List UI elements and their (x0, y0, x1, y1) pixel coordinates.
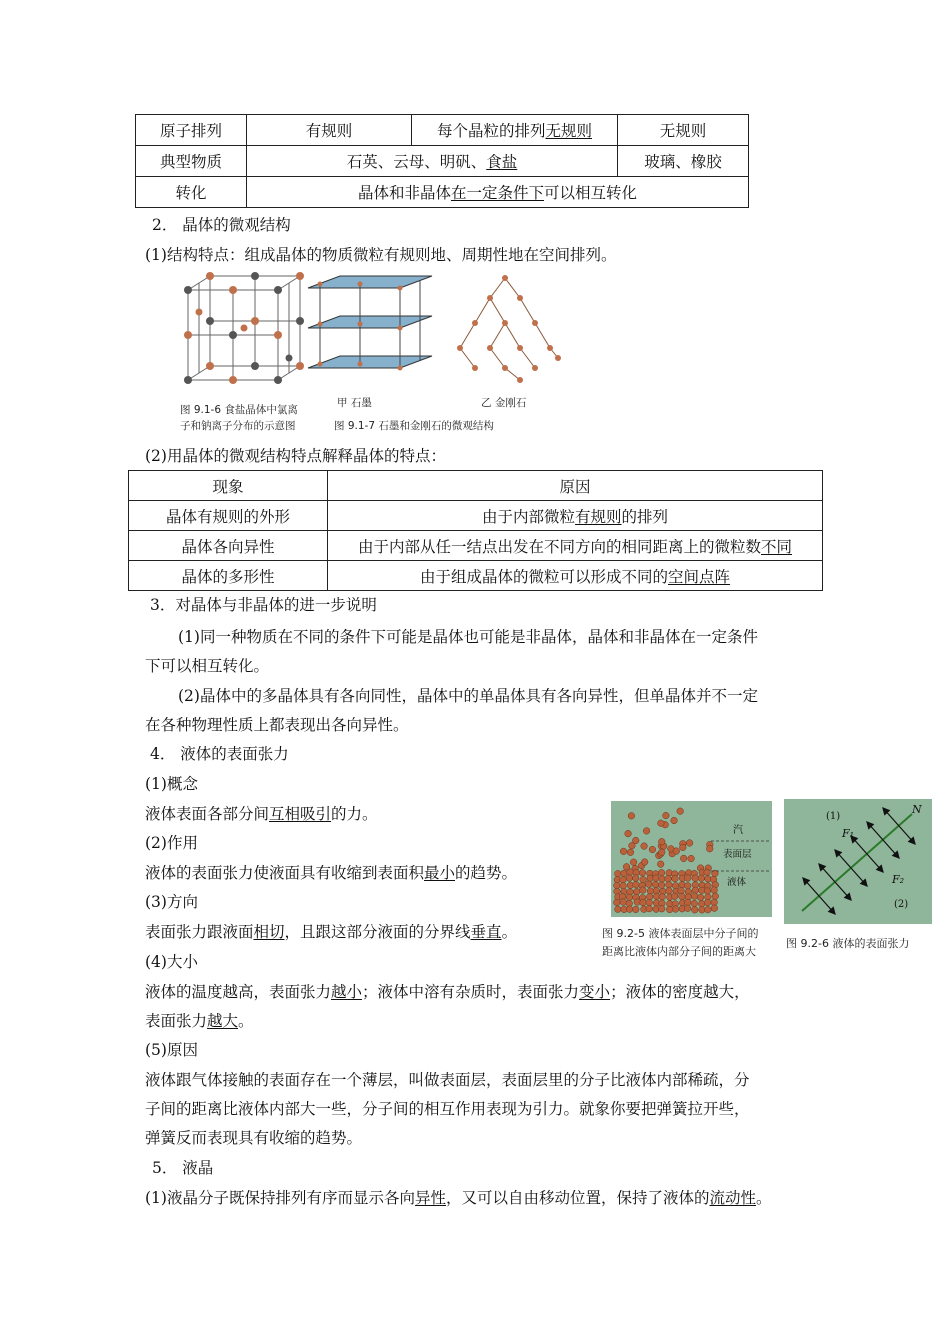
molecule (626, 875, 633, 882)
nacl-ions (184, 272, 304, 384)
table-cell: 典型物质 (136, 146, 247, 177)
table-cell (247, 177, 749, 208)
molecule (688, 855, 695, 862)
underlined-term: 相切 (253, 923, 285, 941)
molecule (640, 887, 647, 894)
paragraph: 在各种物理性质上都表现出各向异性。 (145, 716, 409, 734)
label-region-1: (1) (826, 811, 841, 822)
table-cell: 晶体各向异性 (129, 531, 328, 561)
molecule (641, 843, 648, 850)
molecule (653, 875, 660, 882)
paragraph (145, 861, 517, 883)
figure-caption: 图 9.1-6 食盐晶体中氯离 (180, 404, 298, 416)
molecule (666, 906, 673, 913)
paragraph: 下可以相互转化。 (145, 657, 270, 675)
molecule (626, 894, 633, 901)
table-row (136, 177, 749, 208)
figure-caption: 图 9.2-5 液体表面层中分子间的 (602, 927, 759, 940)
molecule (685, 875, 692, 882)
molecule (673, 848, 680, 855)
table-cell: 晶体的多形性 (129, 561, 328, 591)
cell-text: 晶体和非晶体 (357, 184, 451, 202)
text: 。 (756, 1189, 772, 1207)
molecule (615, 906, 622, 913)
cell-text: 可以相互转化 (544, 184, 638, 202)
paragraph: (2)用晶体的微观结构特点解释晶体的特点： (145, 447, 446, 465)
molecule (684, 899, 691, 906)
molecule (706, 845, 713, 852)
molecule (645, 881, 652, 888)
molecule (657, 861, 664, 868)
molecule (620, 876, 627, 883)
label-liquid: 液体 (727, 877, 747, 888)
figure-label: 甲 石墨 (337, 397, 372, 409)
molecule (665, 875, 672, 882)
table-crystal-explanation (128, 470, 823, 591)
molecule (666, 881, 673, 888)
molecule (649, 846, 656, 853)
molecule (658, 882, 665, 889)
molecule (704, 888, 711, 895)
molecule (684, 905, 691, 912)
cell-underlined: 在一定条件下 (450, 184, 544, 202)
molecule (626, 906, 633, 913)
molecule (633, 881, 640, 888)
table-row (129, 561, 823, 591)
paragraph: (1)同一种物质在不同的条件下可能是晶体也可能是非晶体，晶体和非晶体在一定条件 (178, 628, 758, 646)
molecule (621, 870, 628, 877)
underlined-term: 变小 (579, 983, 611, 1001)
paragraph: 液体跟气体接触的表面存在一个薄层，叫做表面层，表面层里的分子比液体内部稀疏，分 (145, 1071, 750, 1089)
molecule (663, 812, 670, 819)
molecule (704, 899, 711, 906)
text: 。 (501, 923, 518, 941)
molecule (691, 907, 698, 914)
underlined-term: 越小 (331, 983, 363, 1001)
subheading: (5)原因 (145, 1041, 198, 1059)
molecule (646, 905, 653, 912)
molecule (671, 817, 678, 824)
molecule (680, 844, 687, 851)
molecule (646, 899, 653, 906)
molecule (640, 876, 647, 883)
molecule (704, 869, 711, 876)
figure-caption: 图 9.2-6 液体的表面张力 (786, 937, 910, 950)
molecule (692, 875, 699, 882)
figure-caption: 距离比液体内部分子间的距离大 (602, 945, 756, 958)
molecule (620, 899, 627, 906)
figure-caption: 子和钠离子分布的示意图 (180, 420, 296, 432)
table-cell: 有规则 (247, 115, 412, 146)
paragraph (145, 920, 517, 942)
molecule (678, 887, 685, 894)
text: ；液体中溶有杂质时，表面张力 (362, 983, 580, 1001)
molecule (632, 875, 639, 882)
underlined-term: 越大 (207, 1012, 239, 1030)
molecule (677, 808, 684, 815)
cell-text: 每个晶粒的排列 (436, 122, 546, 140)
molecule (691, 900, 698, 907)
molecule (659, 849, 666, 856)
cell-text: 由于内部微粒 (481, 507, 575, 526)
molecule (634, 899, 641, 906)
molecule (698, 875, 705, 882)
molecule (658, 905, 665, 912)
text: ，又可以自由移动位置，保持了液体的 (445, 1189, 710, 1207)
molecule (627, 849, 634, 856)
molecule (659, 894, 666, 901)
table-row (129, 531, 823, 561)
table-cell: 无规则 (618, 115, 749, 146)
paragraph (145, 1009, 254, 1031)
molecule (686, 840, 693, 847)
molecule (658, 820, 665, 827)
table-row (129, 501, 823, 531)
paragraph (145, 802, 378, 824)
text: 的趋势。 (455, 864, 518, 882)
molecule (639, 869, 646, 876)
diamond-lattice (460, 278, 558, 380)
molecule (711, 905, 718, 912)
molecule (614, 899, 621, 906)
molecule (615, 870, 622, 877)
molecule (680, 855, 687, 862)
table-cell: 晶体有规则的外形 (129, 501, 328, 531)
molecule (640, 899, 647, 906)
label-region-2: (2) (894, 899, 909, 910)
molecule (691, 893, 698, 900)
text: 表面张力跟液面 (145, 923, 254, 941)
label-gas: 汽 (733, 825, 743, 836)
paragraph (145, 1186, 772, 1208)
table-cell (247, 146, 618, 177)
figure-label: 乙 金刚石 (481, 397, 527, 409)
label-f1: F₁ (842, 827, 855, 840)
section-heading-3: 3．对晶体与非晶体的进一步说明 (150, 596, 377, 614)
molecule (672, 875, 679, 882)
molecule (712, 893, 719, 900)
text: 液体的表面张力使液面具有收缩到表面积 (145, 864, 425, 882)
graphite-layers (308, 276, 432, 371)
table-cell (328, 561, 823, 591)
molecule (698, 901, 705, 908)
text: ，且跟这部分液面的分界线 (284, 923, 471, 941)
cell-text: 由于内部从任一结点出发在不同方向的相同距离上的微粒数 (357, 537, 761, 556)
molecule (705, 906, 712, 913)
underlined-term: 异性 (414, 1189, 446, 1207)
cell-underlined: 空间点阵 (668, 567, 731, 586)
molecule (629, 842, 636, 849)
molecule (711, 899, 718, 906)
molecule (641, 859, 648, 866)
cell-underlined: 无规则 (545, 122, 593, 140)
label-f2: F₂ (892, 873, 905, 886)
molecule (632, 906, 639, 913)
subheading: (1)概念 (145, 775, 198, 793)
figure-caption: 图 9.1-7 石墨和金刚石的微观结构 (334, 420, 494, 432)
section-heading-5: 5． 液晶 (152, 1159, 214, 1177)
table-cell: 玻璃、橡胶 (618, 146, 749, 177)
table-cell (328, 501, 823, 531)
table-crystal-properties (135, 114, 749, 208)
paragraph: 弹簧反而表现具有收缩的趋势。 (145, 1129, 363, 1147)
underlined-term: 互相吸引 (269, 805, 332, 823)
molecule (711, 887, 718, 894)
molecule (666, 888, 673, 895)
molecule (652, 881, 659, 888)
subheading: (4)大小 (145, 953, 198, 971)
cell-underlined: 食盐 (486, 153, 518, 171)
surface-tension-figure (784, 799, 932, 924)
underlined-term: 垂直 (470, 923, 502, 941)
label-n: N (912, 803, 922, 816)
table-header: 现象 (129, 471, 328, 501)
text: 。 (238, 1012, 254, 1030)
molecule (620, 848, 627, 855)
molecule (633, 888, 640, 895)
table-row (129, 471, 823, 501)
text: 的力。 (331, 805, 378, 823)
molecule (628, 813, 635, 820)
molecule (643, 828, 650, 835)
molecule (697, 894, 704, 901)
molecule (699, 907, 706, 914)
table-cell (328, 531, 823, 561)
molecule (659, 876, 666, 883)
surface-layer-figure (611, 801, 772, 917)
molecule (679, 893, 686, 900)
cell-text: 石英、云母、明矾、 (346, 153, 487, 171)
underlined-term: 流动性 (709, 1189, 757, 1207)
text: ；液体的密度越大， (610, 983, 750, 1001)
molecule (625, 830, 632, 837)
table-header: 原因 (328, 471, 823, 501)
section-heading-2: 2． 晶体的微观结构 (152, 216, 291, 234)
molecule (630, 859, 637, 866)
text: (1)液晶分子既保持排列有序而显示各向 (145, 1189, 415, 1207)
cell-text: 的排列 (621, 507, 669, 526)
molecule (627, 869, 634, 876)
cell-underlined: 不同 (761, 537, 793, 556)
cell-underlined: 有规则 (574, 507, 622, 526)
table-row (136, 115, 749, 146)
text: 液体表面各部分间 (145, 805, 270, 823)
molecule (684, 882, 691, 889)
label-surface-layer: 表面层 (723, 849, 752, 860)
text: 表面张力 (145, 1012, 208, 1030)
cell-text: 由于组成晶体的微粒可以形成不同的 (419, 567, 668, 586)
molecule (658, 869, 665, 876)
table-cell: 转化 (136, 177, 247, 208)
subheading: (2)作用 (145, 834, 198, 852)
paragraph: 子间的距离比液体内部大一些，分子间的相互作用表现为引力。就象你要把弹簧拉开些， (145, 1100, 750, 1118)
paragraph (145, 980, 750, 1002)
molecule (671, 893, 678, 900)
molecule (620, 883, 627, 890)
molecule (672, 906, 679, 913)
table-row (136, 146, 749, 177)
paragraph: (1)结构特点：组成晶体的物质微粒有规则地、周期性地在空间排列。 (145, 246, 617, 264)
molecule (658, 838, 665, 845)
table-cell (412, 115, 618, 146)
text: 液体的温度越高，表面张力 (145, 983, 332, 1001)
molecule (614, 882, 621, 889)
section-heading-4: 4． 液体的表面张力 (150, 745, 289, 763)
paragraph: (2)晶体中的多晶体具有各向同性，晶体中的单晶体具有各向异性，但单晶体并不一定 (178, 687, 758, 705)
subheading: (3)方向 (145, 893, 198, 911)
table-cell: 原子排列 (136, 115, 247, 146)
underlined-term: 最小 (424, 864, 456, 882)
